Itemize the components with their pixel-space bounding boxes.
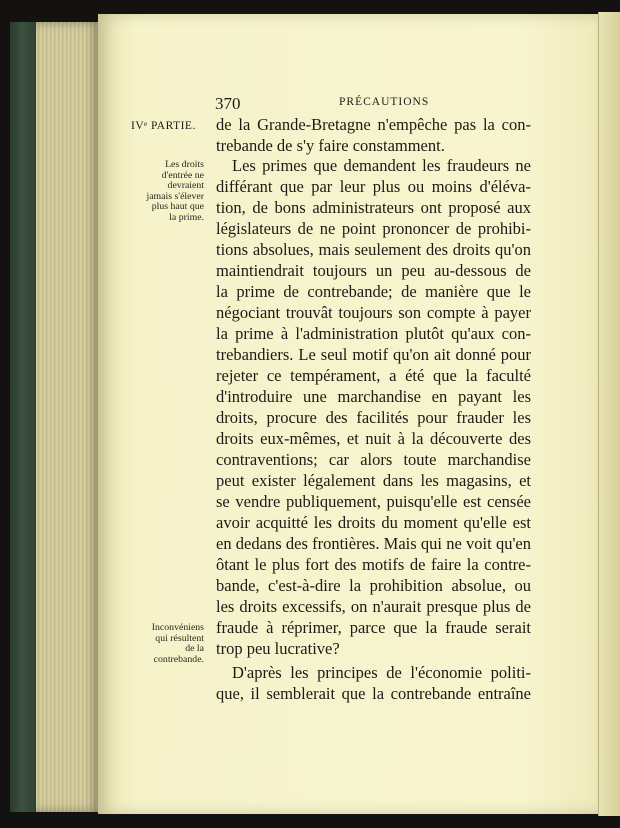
text-line: Les primes que demandent les fraudeurs ne xyxy=(232,156,531,175)
margin-note-line: la prime. xyxy=(169,211,204,223)
text-line: négociant trouvât toujours son compte à payer xyxy=(216,303,531,322)
margin-note-line: qui résultent xyxy=(155,632,204,644)
text-line: se vendre publiquement, puisqu'elle est censée xyxy=(216,492,531,511)
text-line: rejeter ce tempérament, a été que la faculté xyxy=(216,366,531,385)
text-line: en dedans des frontières. Mais qui ne voit qu'en xyxy=(216,534,531,553)
text-line: tions absolues, mais seulement des droits qu'on xyxy=(216,240,531,259)
page-number: 370 xyxy=(215,94,241,113)
text-line: droits, procure des facilités pour frauder les xyxy=(216,408,531,427)
text-line: droits eux-mêmes, et nuit à la découverte des xyxy=(216,429,531,448)
text-line: trebande de s'y faire constamment. xyxy=(216,136,445,155)
text-line: peut exister légalement dans les magasins, et xyxy=(216,471,531,490)
text-line: fraude à réprimer, parce que la fraude serait xyxy=(216,618,531,637)
text-line: les droits excessifs, on n'aurait presque plus de xyxy=(216,597,531,616)
margin-note-line: plus haut que xyxy=(151,201,204,213)
margin-note-line: Inconvéniens xyxy=(151,622,204,633)
margin-note-line: devraient xyxy=(167,180,204,192)
text-line: bande, c'est-à-dire la prohibition absolue, ou xyxy=(216,576,531,595)
text-line: que, il semblerait que la contrebande entraîne xyxy=(216,684,531,703)
text-line: différant que par leur plus ou moins d'éléva- xyxy=(216,177,531,196)
text-line: la prime de contrebande; de manière que le xyxy=(216,282,531,301)
margin-note-line: de la xyxy=(185,643,204,655)
part-label: IVᵉ PARTIE. xyxy=(131,120,196,132)
text-line: d'introduire une marchandise en payant les xyxy=(216,387,531,406)
running-header xyxy=(215,94,535,112)
margin-note-line: Les droits xyxy=(165,159,204,170)
text-line: législateurs de ne point prononcer de prohibi- xyxy=(216,219,531,238)
text-line: D'après les principes de l'économie politi- xyxy=(232,663,531,682)
text-line: avoir acquitté les droits du moment qu'elle est xyxy=(216,513,531,532)
margin-note-duties xyxy=(124,160,204,224)
margin-note-line: jamais s'élever xyxy=(146,190,204,202)
margin-note-drawbacks xyxy=(124,623,204,665)
next-page-edge xyxy=(598,12,620,816)
text-line: tion, de bons administrateurs ont proposé aux xyxy=(216,198,531,217)
margin-note-line: d'entrée ne xyxy=(161,169,204,181)
text-line: trop peu lucrative? xyxy=(216,639,340,658)
text-line: la prime à l'administration plutôt qu'aux con- xyxy=(216,324,531,343)
running-title: PRÉCAUTIONS xyxy=(339,96,430,108)
text-line: de la Grande-Bretagne n'empêche pas la con- xyxy=(216,115,531,134)
text-line: maintiendrait toujours un peu au-dessous de xyxy=(216,261,531,280)
margin-note-line: contrebande. xyxy=(153,653,204,665)
text-line: trebandiers. Le seul motif qu'on ait donné pour xyxy=(216,345,531,364)
page-edges xyxy=(36,22,100,812)
text-line: contraventions; car alors toute marchandise xyxy=(216,450,531,469)
text-line: ôtant le plus fort des motifs de faire la contre- xyxy=(216,555,531,574)
